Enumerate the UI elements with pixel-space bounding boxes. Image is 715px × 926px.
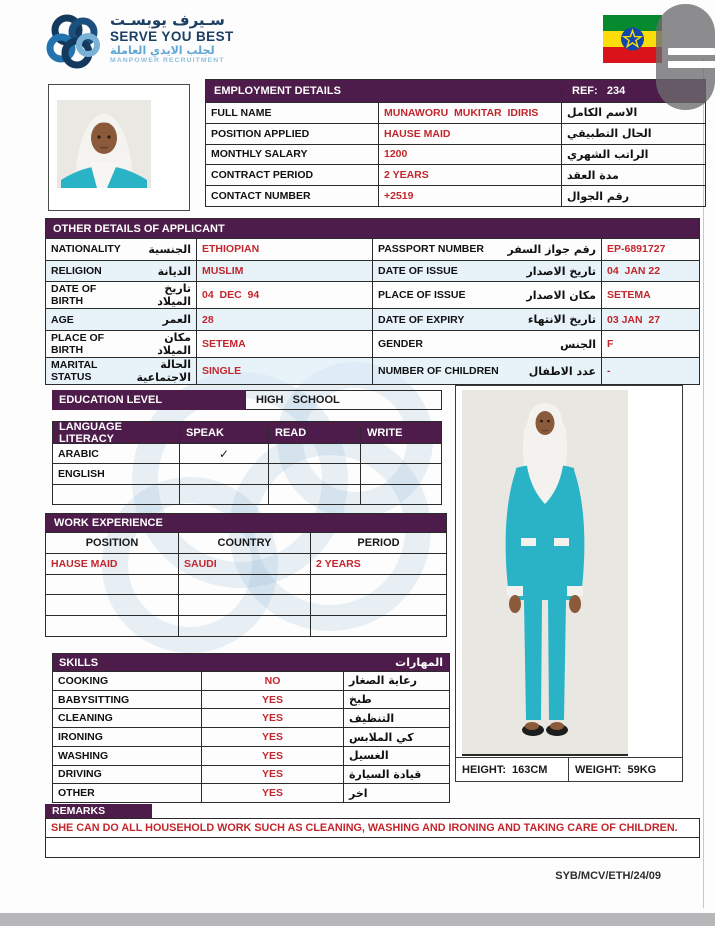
- remarks-title: REMARKS: [45, 804, 152, 818]
- write-cell: [360, 464, 441, 483]
- bottom-bar: [0, 913, 715, 926]
- field-value: 04 JAN 22: [601, 261, 699, 282]
- field-value: SETEMA: [196, 331, 372, 357]
- field-label: CONTRACT PERIOD: [211, 169, 314, 182]
- field-value: +2519: [378, 186, 561, 206]
- table-row: [53, 727, 449, 746]
- table-row: [46, 553, 446, 574]
- column-header: LANGUAGE LITERACY: [59, 420, 122, 445]
- applicant-full-body-photo: [462, 390, 628, 756]
- field-value: F: [601, 331, 699, 357]
- country-value: [178, 575, 310, 595]
- table-row: [46, 594, 446, 615]
- language-literacy-table: [52, 421, 442, 505]
- speak-cell: [179, 464, 268, 483]
- field-value: 2 YEARS: [378, 165, 561, 185]
- skill-value: NO: [201, 672, 343, 690]
- read-cell: [268, 485, 360, 504]
- field-label-arabic: الراتب الشهري: [561, 145, 705, 165]
- table-header-row: [46, 532, 446, 553]
- field-label-arabic: الجنسية: [148, 242, 191, 256]
- language-name: ARABIC: [58, 447, 99, 460]
- country-value: SAUDI: [178, 554, 310, 574]
- field-value: 03 JAN 27: [601, 309, 699, 330]
- field-value: MUSLIM: [196, 261, 372, 282]
- table-row: [46, 330, 699, 357]
- position-value: [46, 575, 178, 595]
- full-body-photo-frame: [455, 385, 683, 782]
- column-header: SPEAK: [179, 427, 268, 439]
- table-row: [53, 443, 441, 463]
- table-row: [46, 281, 699, 308]
- checkmark-icon: ✓: [218, 446, 230, 461]
- logo-rings-icon: [46, 12, 104, 72]
- field-label-arabic: العمر: [162, 313, 191, 327]
- table-row: [46, 238, 699, 260]
- table-row: [206, 123, 705, 144]
- field-label: MONTHLY SALARY: [211, 148, 308, 161]
- skill-value: YES: [201, 747, 343, 765]
- employment-details-table: [205, 79, 706, 207]
- field-label: DATE OF BIRTH: [51, 283, 97, 308]
- field-value: 28: [196, 309, 372, 330]
- field-value: MUNAWORU MUKITAR IDIRIS: [378, 103, 561, 123]
- skill-value: YES: [201, 709, 343, 727]
- employment-title: EMPLOYMENT DETAILS: [214, 85, 341, 97]
- logo-name: SERVE YOU BEST: [110, 29, 234, 45]
- height-weight-row: [456, 757, 682, 781]
- skill-label: CLEANING: [58, 712, 113, 725]
- field-value: EP-6891727: [601, 239, 699, 260]
- table-row: [206, 164, 705, 185]
- logo-arabic-tagline: لجلب الايدي العاملة: [110, 43, 215, 57]
- field-label-arabic: تاريخ الميلاد: [157, 282, 191, 309]
- field-value: -: [601, 358, 699, 384]
- field-label: MARITAL STATUS: [51, 359, 98, 384]
- portrait-photo-frame: [48, 84, 190, 211]
- field-value: ETHIOPIAN: [196, 239, 372, 260]
- skill-value: YES: [201, 691, 343, 709]
- skill-label-arabic: قيادة السيارة: [343, 766, 449, 784]
- position-value: HAUSE MAID: [51, 557, 118, 570]
- skill-label-arabic: الغسيل: [343, 747, 449, 765]
- table-row: [53, 783, 449, 802]
- read-cell: [268, 444, 360, 463]
- field-value: SETEMA: [601, 282, 699, 308]
- skill-label-arabic: طبخ: [343, 691, 449, 709]
- field-label-arabic: مكان الاصدار: [526, 288, 596, 302]
- write-cell: [360, 485, 441, 504]
- weight-value: 59KG: [627, 763, 657, 776]
- education-level-value: HIGH SCHOOL: [245, 390, 442, 410]
- table-row: [46, 308, 699, 330]
- table-row: [53, 484, 441, 504]
- table-row: [46, 357, 699, 384]
- skills-title-arabic: المهارات: [395, 656, 443, 669]
- skills-table: [52, 653, 450, 803]
- logo-tagline: MANPOWER RECRUITMENT: [110, 57, 225, 65]
- field-label-arabic: الديانة: [157, 264, 191, 278]
- skill-label-arabic: رعاية الصغار: [343, 672, 449, 690]
- education-level-label: EDUCATION LEVEL: [52, 390, 245, 410]
- skill-label: OTHER: [58, 787, 95, 800]
- work-experience-title: WORK EXPERIENCE: [54, 517, 163, 529]
- table-row: [46, 260, 699, 282]
- country-value: [178, 595, 310, 615]
- field-label: PASSPORT NUMBER: [378, 243, 484, 256]
- table-row: [46, 574, 446, 595]
- field-label-arabic: الجنس: [560, 337, 596, 351]
- column-header: PERIOD: [310, 533, 446, 553]
- field-label-arabic: رقم الجوال: [561, 186, 705, 206]
- field-label: AGE: [51, 313, 74, 326]
- ethiopia-flag-icon: [603, 15, 662, 63]
- table-row: [206, 144, 705, 165]
- field-label: RELIGION: [51, 265, 102, 277]
- position-value: [46, 595, 178, 615]
- skill-label-arabic: التنظيف: [343, 709, 449, 727]
- field-label: DATE OF EXPIRY: [378, 313, 465, 326]
- height-label: HEIGHT:: [462, 763, 506, 776]
- field-label: FULL NAME: [211, 106, 272, 119]
- field-label-arabic: مدة العقد: [561, 165, 705, 185]
- table-row: [53, 690, 449, 709]
- skill-label: IRONING: [58, 731, 103, 744]
- skills-title: SKILLS: [59, 656, 99, 669]
- field-label-arabic: تاريخ الاصدار: [526, 264, 596, 278]
- period-value: 2 YEARS: [310, 554, 446, 574]
- field-value: HAUSE MAID: [378, 124, 561, 144]
- other-details-table: [45, 218, 700, 385]
- skill-label: DRIVING: [58, 768, 102, 781]
- field-label-arabic: مكان الميلاد: [157, 331, 191, 358]
- field-label: PLACE OF BIRTH: [51, 332, 105, 357]
- field-label: GENDER: [378, 338, 423, 351]
- column-header: COUNTRY: [178, 533, 310, 553]
- weight-label: WEIGHT:: [575, 763, 622, 776]
- field-value: 1200: [378, 145, 561, 165]
- column-header: POSITION: [85, 536, 139, 549]
- field-label-arabic: تاريخ الانتهاء: [527, 313, 596, 327]
- field-value: SINGLE: [196, 358, 372, 384]
- table-row: [53, 708, 449, 727]
- height-value: 163CM: [512, 763, 548, 776]
- other-details-title: OTHER DETAILS OF APPLICANT: [53, 222, 225, 235]
- education-level-row: [52, 390, 442, 410]
- field-label-arabic: رقم جواز السفر: [507, 242, 596, 256]
- period-value: [310, 575, 446, 595]
- field-label: NATIONALITY: [51, 243, 121, 256]
- remarks-empty-row: [45, 838, 700, 858]
- skill-label-arabic: اخر: [343, 784, 449, 802]
- skill-label-arabic: كي الملابس: [343, 728, 449, 746]
- overlay-menu-line-2: [668, 61, 715, 68]
- speak-cell: [179, 485, 268, 504]
- skill-value: YES: [201, 784, 343, 802]
- table-row: [46, 615, 446, 636]
- work-experience-table: [45, 513, 447, 637]
- applicant-portrait-photo: [57, 100, 151, 188]
- overlay-menu-line-1: [668, 48, 715, 55]
- document-code: SYB/MCV/ETH/24/09: [555, 870, 661, 882]
- skill-value: YES: [201, 728, 343, 746]
- agency-logo: [46, 12, 234, 72]
- write-cell: [360, 444, 441, 463]
- field-label: PLACE OF ISSUE: [378, 289, 466, 302]
- field-label-arabic: عدد الاطفال: [528, 364, 596, 378]
- table-row: [53, 671, 449, 690]
- overlay-menu-handle[interactable]: [656, 4, 715, 110]
- read-cell: [268, 464, 360, 483]
- employment-ref: REF: 234: [561, 85, 705, 97]
- remarks-text: SHE CAN DO ALL HOUSEHOLD WORK SUCH AS CLEANING, WASHING AND IRONING AND TAKING CARE OF CHILDREN.: [45, 818, 700, 838]
- skill-value: YES: [201, 766, 343, 784]
- column-header: WRITE: [360, 427, 441, 439]
- table-row: [206, 185, 705, 206]
- field-label: NUMBER OF CHILDREN: [378, 365, 499, 378]
- period-value: [310, 616, 446, 636]
- table-row: [53, 765, 449, 784]
- period-value: [310, 595, 446, 615]
- field-label-arabic: الحال التطبيقي: [561, 124, 705, 144]
- language-name: ENGLISH: [58, 467, 105, 480]
- table-row: [53, 463, 441, 483]
- logo-arabic-name: سـيرف يوبسـت: [110, 11, 225, 29]
- skill-label: BABYSITTING: [58, 693, 130, 706]
- skill-label: COOKING: [58, 674, 109, 687]
- field-value: 04 DEC 94: [196, 282, 372, 308]
- table-row: [206, 102, 705, 123]
- column-header: READ: [268, 427, 360, 439]
- position-value: [46, 616, 178, 636]
- field-label: DATE OF ISSUE: [378, 265, 458, 277]
- field-label: CONTACT NUMBER: [211, 190, 311, 203]
- table-row: [53, 746, 449, 765]
- field-label: POSITION APPLIED: [211, 127, 310, 140]
- field-label-arabic: الحالة الاجتماعية: [136, 358, 191, 385]
- skill-label: WASHING: [58, 749, 109, 762]
- language-name: [53, 485, 179, 504]
- field-label-arabic: الاسم الكامل: [561, 103, 705, 123]
- country-value: [178, 616, 310, 636]
